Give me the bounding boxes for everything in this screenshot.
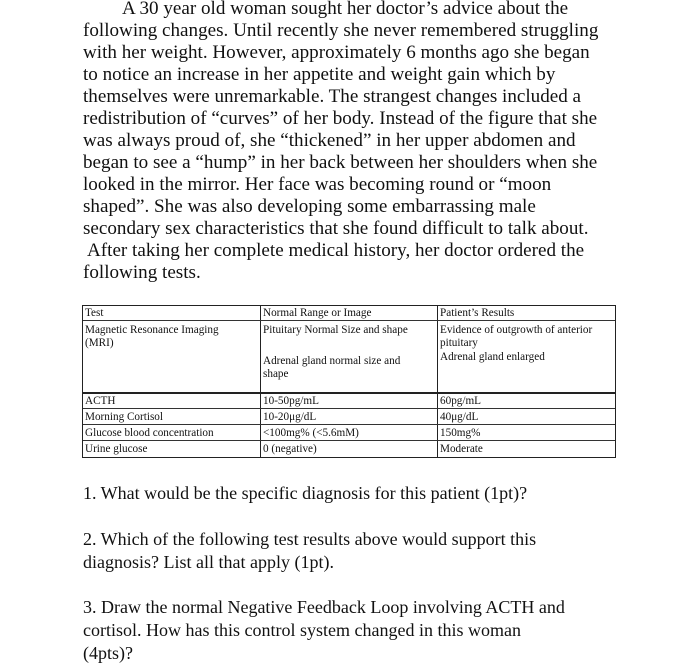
cortisol-normal: 10-20μg/dL [263, 411, 317, 423]
paragraph-line: following changes. Until recently she never remembered struggling [83, 20, 599, 41]
cortisol-result: 40μg/dL [440, 411, 479, 423]
paragraph-line: following tests. [83, 262, 201, 283]
acth-normal: 10-50pg/mL [263, 395, 319, 407]
acth-test: ACTH [85, 395, 116, 407]
mri-result-adrenal: Adrenal gland enlarged [440, 351, 545, 363]
glucose-result: 150mg% [440, 427, 481, 439]
urine-glucose-normal: 0 (negative) [263, 443, 317, 455]
paragraph-line: was always proud of, she “thickened” in her upper abdomen and [83, 130, 576, 151]
question-3: 3. Draw the normal Negative Feedback Loop involving ACTH and [83, 597, 565, 617]
paragraph-line: secondary sex characteristics that she found difficult to talk about. [83, 218, 589, 239]
urine-glucose-result: Moderate [440, 443, 483, 455]
question-2-cont: diagnosis? List all that apply (1pt). [83, 552, 334, 572]
question-2: 2. Which of the following test results above would support this [83, 529, 537, 549]
header-normal-range: Normal Range or Image [263, 307, 372, 319]
urine-glucose-test: Urine glucose [85, 443, 148, 455]
mri-result-pituitary: Evidence of outgrowth of anterior [440, 324, 593, 336]
mri-normal-pituitary: Pituitary Normal Size and shape [263, 324, 408, 336]
column-divider [437, 306, 438, 457]
mri-result-pituitary-cont: pituitary [440, 337, 478, 349]
mri-normal-adrenal: Adrenal gland normal size and [263, 355, 401, 367]
question-1: 1. What would be the specific diagnosis for this patient (1pt)? [83, 483, 528, 503]
mri-normal-adrenal-cont: shape [263, 368, 289, 380]
paragraph-line: looked in the mirror. Her face was becoming round or “moon [83, 174, 552, 195]
column-divider [260, 306, 261, 457]
paragraph-line: began to see a “hump” in her back between her shoulders when she [83, 152, 598, 173]
acth-result: 60pg/mL [440, 395, 482, 407]
glucose-test: Glucose blood concentration [85, 427, 214, 439]
row-divider [83, 392, 615, 394]
header-test: Test [85, 307, 104, 319]
header-patient-results: Patient’s Results [440, 307, 515, 319]
paragraph-line: shaped”. She was also developing some embarrassing male [83, 196, 536, 217]
paragraph-line: with her weight. However, approximately 6 months ago she began [83, 42, 590, 63]
mri-test-name: Magnetic Resonance Imaging [85, 324, 219, 336]
paragraph-line: A 30 year old woman sought her doctor’s advice about the [122, 0, 569, 19]
paragraph-line: redistribution of “curves” of her body. Instead of the figure that she [83, 108, 598, 129]
question-3-cont2: (4pts)? [83, 643, 133, 663]
paragraph-line: to notice an increase in her appetite and weight gain which by [83, 64, 556, 85]
paragraph-line: After taking her complete medical history, her doctor ordered the [87, 240, 585, 261]
glucose-normal: <100mg% (<5.6mM) [263, 427, 359, 439]
mri-test-abbrev: (MRI) [85, 337, 114, 349]
cortisol-test: Morning Cortisol [85, 411, 164, 423]
test-results-table [82, 305, 616, 458]
paragraph-line: themselves were unremarkable. The strangest changes included a [83, 86, 582, 107]
question-3-cont: cortisol. How has this control system changed in this woman [83, 620, 521, 640]
row-divider [83, 424, 615, 425]
row-divider [83, 320, 615, 321]
row-divider [83, 440, 615, 441]
row-divider [83, 408, 615, 409]
